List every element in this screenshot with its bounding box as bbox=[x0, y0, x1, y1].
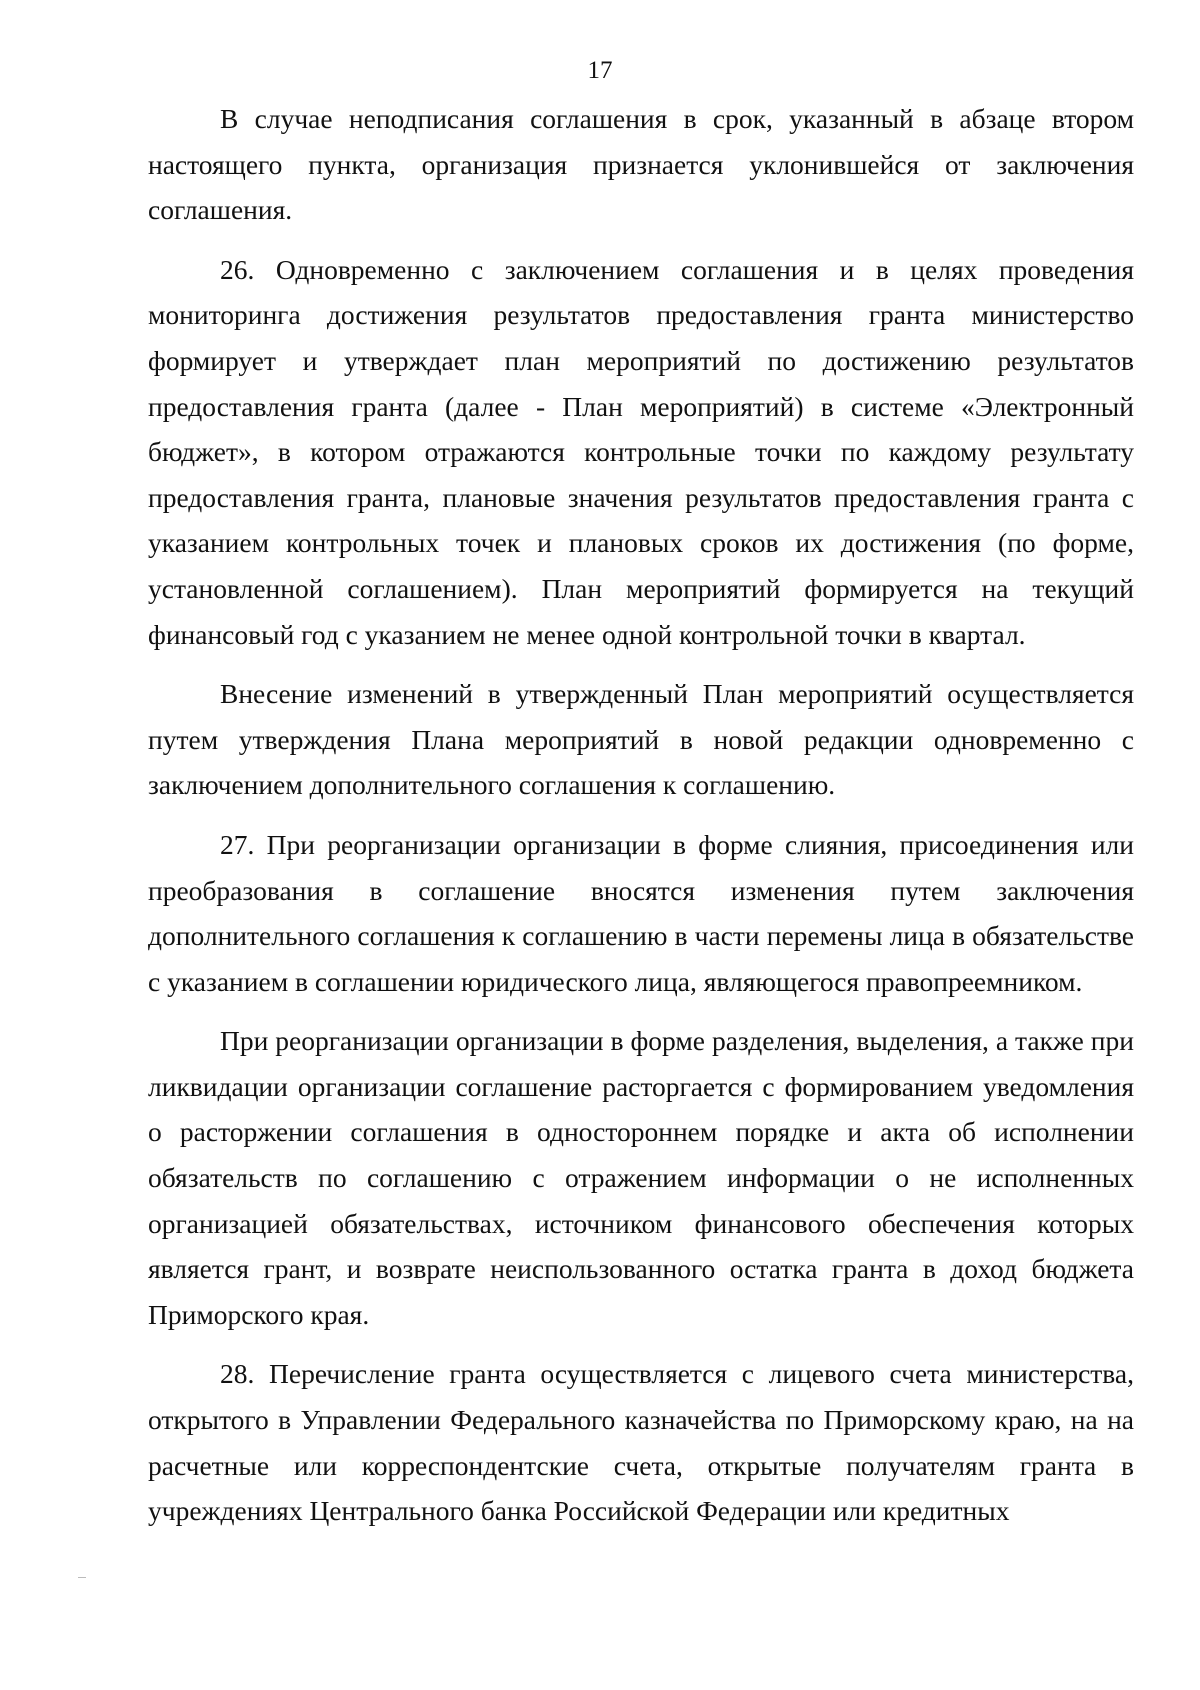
paragraph-unsigned-agreement: В случае неподписания соглашения в срок, указанный в абзаце втором настоящего пункта, организация признается уклонившейся от заключения соглашения. bbox=[148, 103, 1134, 226]
margin-mark bbox=[78, 1577, 86, 1578]
page-number: 17 bbox=[587, 57, 613, 84]
paragraph-clause-26: 26. Одновременно с заключением соглашения и в целях проведения мониторинга достижения результатов предоставления гранта министерство формирует и утверждает план мероприятий по достижению результатов предоставления гранта (далее - План мероприятий) в системе «Электронный бюджет», в котором отражаются контрольные точки по каждому результату предоставления гранта, плановые значения результатов предоставления гранта с указанием контрольных точек и плановых сроков их достижения (по форме, установленной соглашением). План мероприятий формируется на текущий финансовый год с указанием не менее одной контрольной точки в квартал. bbox=[148, 253, 1134, 650]
paragraph-reorganization-liquidation: При реорганизации организации в форме разделения, выделения, а также при ликвидации организации соглашение расторгается с формированием уведомления о расторжении соглашения в одностороннем порядке и акта об исполнении обязательств по соглашению с отражением информации о не исполненных организацией обязательствах, источником финансового обеспечения которых является грант, и возврате неиспользованного остатка гранта в доход бюджета Приморского края. bbox=[148, 1025, 1134, 1330]
document-body bbox=[148, 96, 1134, 1534]
paragraph-clause-27: 27. При реорганизации организации в форме слияния, присоединения или преобразования в соглашение вносятся изменения путем заключения дополнительного соглашения к соглашению в части перемены лица в обязательстве с указанием в соглашении юридического лица, являющегося правопреемником. bbox=[148, 828, 1134, 997]
paragraph-clause-28: 28. Перечисление гранта осуществляется с лицевого счета министерства, открытого в Управлении Федерального казначейства по Приморскому краю, на на расчетные или корреспондентские счета, открытые получателям гранта в учреждениях Центрального банка Российской Федерации или кредитных bbox=[148, 1358, 1134, 1527]
paragraph-plan-changes: Внесение изменений в утвержденный План мероприятий осуществляется путем утверждения Плана мероприятий в новой редакции одновременно с заключением дополнительного соглашения к соглашению. bbox=[148, 678, 1134, 801]
